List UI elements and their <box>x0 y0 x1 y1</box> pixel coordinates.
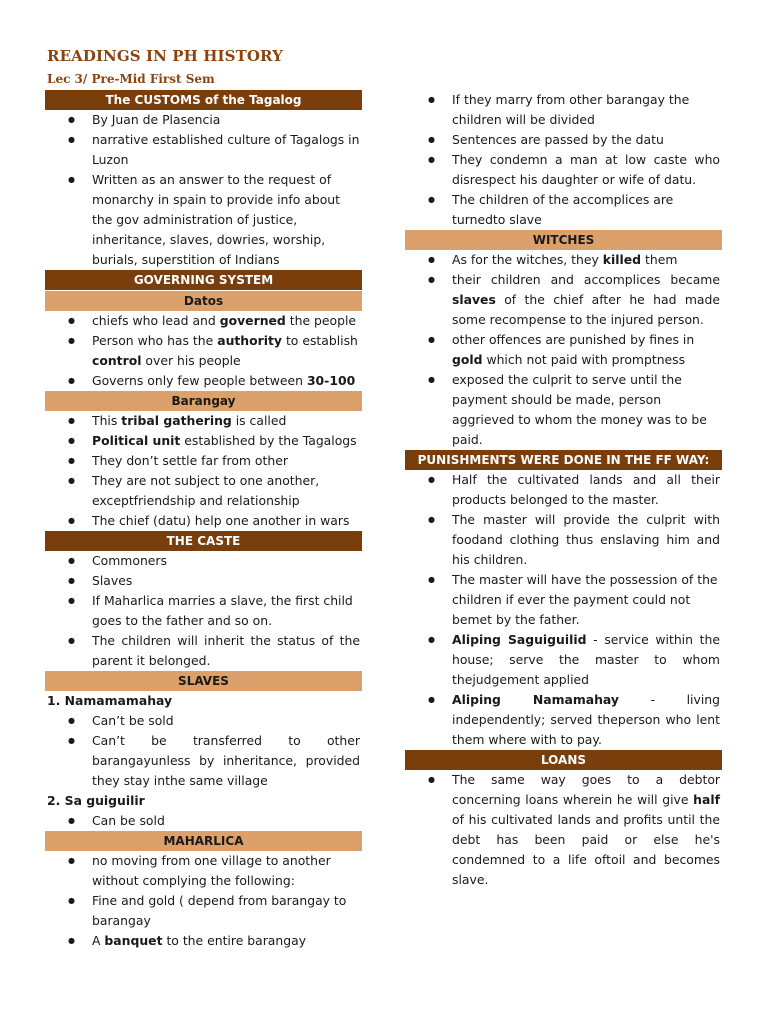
list-item: ● exposed the culprit to serve until the payment should be made, person aggrieved to whom the money was to be paid. <box>405 370 722 450</box>
list-item: ● Slaves <box>45 571 362 591</box>
list-item: ● As for the witches, they killed them <box>405 250 722 270</box>
list-item: ● Person who has the authority to establish control over his people <box>45 331 362 371</box>
list-item: ● Can be sold <box>45 811 362 831</box>
slave-type-heading: 1. Namamamahay <box>47 693 173 708</box>
list-item: ● The chief (datu) help one another in wars <box>45 511 362 531</box>
list-item: ● They are not subject to one another, exceptfriendship and relationship <box>45 471 362 511</box>
list-item: ● The master will provide the culprit with foodand clothing thus enslaving him and his children. <box>405 510 722 570</box>
maharlica-list <box>45 851 362 951</box>
list-item: ● no moving from one village to another without complying the following: <box>45 851 362 891</box>
list-item: ● Commoners <box>45 551 362 571</box>
subsection-heading-maharlica: MAHARLICA <box>45 831 362 851</box>
document-title: READINGS IN PH HISTORY <box>47 47 283 65</box>
sa-guiguilir-list <box>45 811 362 831</box>
section-heading-governing-system: GOVERNING SYSTEM <box>45 270 362 290</box>
list-item: ● Can’t be transferred to other barangayunless by inheritance, provided they stay inthe same village <box>45 731 362 791</box>
list-item: ● Can’t be sold <box>45 711 362 731</box>
list-item: ● other offences are punished by fines in gold which not paid with promptness <box>405 330 722 370</box>
list-item: ● They condemn a man at low caste who disrespect his daughter or wife of datu. <box>405 150 722 190</box>
punishments-list <box>405 470 722 750</box>
list-item: ● The master will have the possession of the children if ever the payment could not bemet by the father. <box>405 570 722 630</box>
subsection-heading-witches: WITCHES <box>405 230 722 250</box>
document-subtitle: Lec 3/ Pre-Mid First Sem <box>47 72 215 86</box>
list-item: ● Aliping Saguiguilid - service within the house; serve the master to whom thejudgement applied <box>405 630 722 690</box>
witches-list <box>405 250 722 450</box>
continued-caste-list <box>405 90 722 230</box>
list-item: ● The children of the accomplices are turnedto slave <box>405 190 722 230</box>
subsection-heading-slaves: SLAVES <box>45 671 362 691</box>
section-heading-punishments: PUNISHMENTS WERE DONE IN THE FF WAY: <box>405 450 722 470</box>
list-item: ● chiefs who lead and governed the people <box>45 311 362 331</box>
list-item: ● Sentences are passed by the datu <box>405 130 722 150</box>
list-item: ● A banquet to the entire barangay <box>45 931 362 951</box>
left-column <box>45 90 362 951</box>
list-item: ● Aliping Namamahay - living independently; served theperson who lent them where with to pay. <box>405 690 722 750</box>
list-item: ● If Maharlica marries a slave, the first child goes to the father and so on. <box>45 591 362 631</box>
right-column <box>405 90 722 890</box>
list-item: ● They don’t settle far from other <box>45 451 362 471</box>
list-item: ● This tribal gathering is called <box>45 411 362 431</box>
namamahay-list <box>45 711 362 791</box>
barangay-list <box>45 411 362 531</box>
list-item: ● The children will inherit the status of the parent it belonged. <box>45 631 362 671</box>
customs-list <box>45 110 362 270</box>
list-item: ● Governs only few people between 30-100 <box>45 371 362 391</box>
list-item: ● Half the cultivated lands and all their products belonged to the master. <box>405 470 722 510</box>
section-heading-the-caste: THE CASTE <box>45 531 362 551</box>
section-heading-customs: The CUSTOMS of the Tagalog <box>45 90 362 110</box>
loans-list <box>405 770 722 890</box>
list-item: ● narrative established culture of Tagalogs in Luzon <box>45 130 362 170</box>
subsection-heading-datos: Datos <box>45 291 362 311</box>
list-item: ● By Juan de Plasencia <box>45 110 362 130</box>
list-item: ● Written as an answer to the request of monarchy in spain to provide info about the gov administration of justice, inheritance, slaves, dowries, worship, burials, superstition of Indians <box>45 170 362 270</box>
subsection-heading-barangay: Barangay <box>45 391 362 411</box>
caste-list <box>45 551 362 671</box>
list-item: ● their children and accomplices became slaves of the chief after he had made some recompense to the injured person. <box>405 270 722 330</box>
list-item: ● Political unit established by the Tagalogs <box>45 431 362 451</box>
list-item: ● If they marry from other barangay the children will be divided <box>405 90 722 130</box>
section-heading-loans: LOANS <box>405 750 722 770</box>
list-item: ● Fine and gold ( depend from barangay to barangay <box>45 891 362 931</box>
list-item: ● The same way goes to a debtor concerning loans wherein he will give half of his cultivated lands and profits until the debt has been paid or else he's condemned to a life oftoil and becomes slave. <box>405 770 722 890</box>
datos-list <box>45 311 362 391</box>
slave-type-heading: 2. Sa guiguilir <box>47 793 145 808</box>
